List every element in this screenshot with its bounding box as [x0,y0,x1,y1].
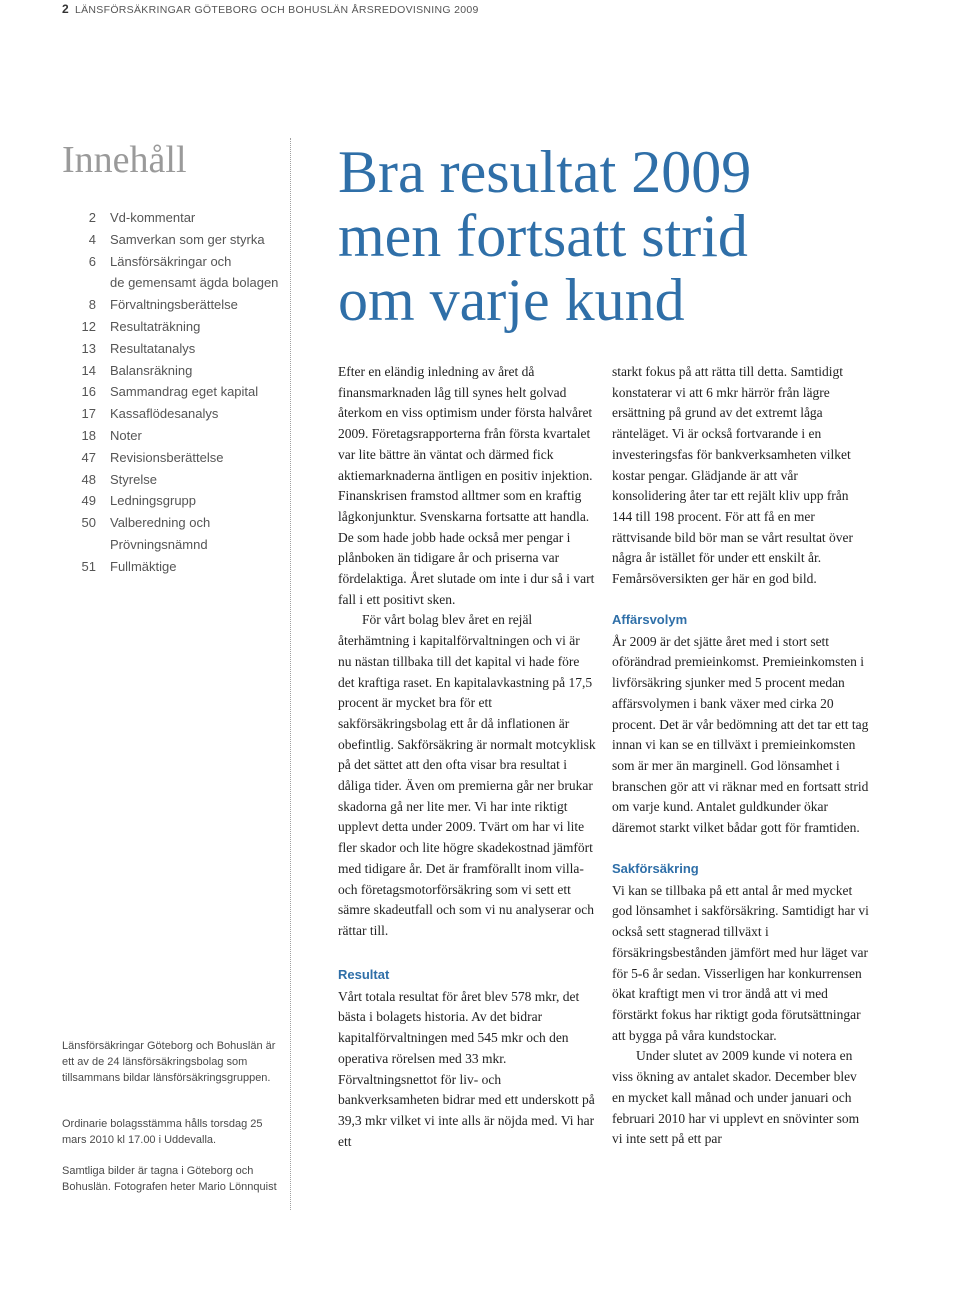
toc-item[interactable] [62,338,287,360]
toc-item[interactable] [62,360,287,382]
sidebar-photo-credit [62,1163,277,1195]
toc-item-continued[interactable] [62,272,287,294]
toc-label: Fullmäktige [110,558,177,574]
toc-page-number: 18 [81,427,96,443]
toc-page-number: 2 [88,210,96,225]
running-title: LÄNSFÖRSÄKRINGAR GÖTEBORG OCH BOHUSLÄN ÅRSREDOVISNING 2009 [74,4,479,16]
about-text: Länsförsäkringar Göteborg och Bohuslän är ett av de 24 länsförsäkringsbolag som tillsammans bildar länsförsäkringsgruppen. [62,1040,276,1084]
photo-credit-text: Samtliga bilder är tagna i Göteborg och Bohuslän. Fotografen heter Mario Lönnquist [62,1165,277,1193]
toc-label: Kassaflödesanalys [110,406,219,422]
toc-item[interactable] [62,381,287,403]
body-paragraph: För vårt bolag blev året en rejäl återhämtning i kapitalförvaltningen och vi är nu nästan tillbaka till det kapital vi hade före det kraftiga raset. En kapitalavkastning på 17,5 procent är mycket bra för ett sakförsäkringsbolag ett år då inflationen är obefintlig. Sakförsäkring är normalt motcyklisk på det sättet att den ofta visar bra resultat i dåliga tider. Även om premierna går ner brukar skadorna gå ner lite mer. Vi har inte riktigt upplevt detta under 2009. Tvärt om har vi lite fler skador och lite högre skadekostnad jämfört med tidigare år. Det är framförallt inom villa- och företagsmotorförsäkring som vi sett ett sämre skadeutfall och som vi nu analyserar och rättar till. [338,612,596,938]
section-heading-affarsvolym: Affärsvolym [612,611,688,627]
sidebar-meeting [62,1116,277,1148]
toc-page-number [62,272,110,294]
body-paragraph: Vårt totala resultat för året blev 578 mkr, det bästa i bolagets historia. Av det bidrar kapitalförvaltningen med 545 mkr och den operativa rörelsen med 33 mkr. Förvaltningsnettot för liv- och bankverksamheten bidrar med ett underskott på 39,3 mkr vilket vi inte alls är nöjda med. Vi har ett [338,988,595,1149]
toc-item[interactable] [62,556,287,578]
toc-item-continued[interactable] [62,534,287,556]
toc-label: Balansräkning [110,362,193,378]
meeting-text: Ordinarie bolagsstämma hålls torsdag 25 mars 2010 kl 17.00 i Uddevalla. [62,1118,263,1146]
table-of-contents [62,207,287,578]
body-paragraph: starkt fokus på att rätta till detta. Samtidigt konstaterar vi att 6 mkr härrör från lägre ersättning på grund av det extremt låga ränteläget. Vi är också fortvarande i en investeringsfas för bankverksamheten vilket kostar pengar. Glädjande är att vår konsolidering åter tar ett rejält kliv upp från 144 till 198 procent. För att få en mer rättvisande bild bör man se vårt resultat över några år istället för under ett enskilt år. Femårsöversikten ger här en god bild. [612,364,854,587]
toc-label: de gemensamt ägda bolagen [110,275,279,291]
toc-label: Revisionsberättelse [110,449,224,465]
article-column-2 [612,362,870,1150]
toc-item[interactable] [62,316,287,338]
section-heading-sakforsakring: Sakförsäkring [612,860,699,876]
toc-label: Noter [110,427,142,443]
toc-item[interactable] [62,425,287,447]
toc-page-number: 14 [81,362,96,378]
column-divider [290,138,291,1210]
toc-label: Sammandrag eget kapital [110,384,259,400]
page-number: 2 [62,2,69,16]
running-header [62,0,479,18]
headline-line: om varje kund [338,267,685,333]
toc-item[interactable] [62,403,287,425]
toc-item[interactable] [62,294,287,316]
toc-page-number: 50 [81,515,96,531]
headline-line: Bra resultat 2009 [338,139,752,205]
toc-page-number [62,534,110,556]
toc-item[interactable] [62,490,287,512]
toc-item[interactable] [62,207,287,229]
sidebar-about [62,1038,277,1086]
toc-page-number: 8 [88,297,96,313]
toc-page-number: 4 [88,231,96,247]
toc-item[interactable] [62,229,287,251]
toc-page-number: 51 [81,558,96,574]
toc-page-number: 49 [81,493,96,509]
toc-label: Länsförsäkringar och [110,253,232,269]
toc-page-number: 16 [81,384,96,400]
section-heading-resultat: Resultat [338,966,390,982]
toc-label: Vd-kommentar [110,210,196,225]
toc-label: Prövningsnämnd [110,536,208,552]
toc-label: Valberedning och [110,515,211,531]
toc-item[interactable] [62,512,287,534]
article-headline [338,140,751,332]
body-paragraph: Vi kan se tillbaka på ett antal år med mycket god lönsamhet i sakförsäkring. Samtidigt har vi också sett stagnerad tillväxt i försäkringsbestånden jämfört med hur läget var för 5-6 år sedan. Visserligen har konkurrensen ökat kraftigt men vi tror ändå att vi med förstärkt fokus har riktigt goda förutsättningar att bygga på våra kundstockar. [612,882,869,1043]
toc-label: Resultaträkning [110,318,201,334]
toc-page-number: 6 [88,253,96,269]
toc-page-number: 47 [81,449,96,465]
toc-page-number: 13 [81,340,96,356]
body-paragraph: Under slutet av 2009 kunde vi notera en viss ökning av antalet skador. December blev en mycket kall månad och under januari och februari 2010 har vi upplevt en snövinter som vi inte sett på ett par [612,1048,860,1147]
toc-label: Samverkan som ger styrka [110,231,265,247]
toc-page-number: 48 [81,471,96,487]
toc-label: Ledningsgrupp [110,493,197,509]
article-column-1 [338,362,596,1152]
toc-item[interactable] [62,469,287,491]
toc-item[interactable] [62,447,287,469]
body-paragraph: Efter en eländig inledning av året då finansmarknaden låg till synes helt golvad återkom en viss optimism under första halvåret 2009. Företagsrapporterna från första kvartalet var lite bättre än väntat och därmed fick aktiemarknaderna äntligen en positiv injektion. Finanskrisen framstod alltmer som en kraftig lågkonjunktur. Svenskarna fortsatte att handla. De som hade jobb hade också mer pengar i plånboken än tidigare år och priserna var fördelaktiga. Året slutade om inte i dur så i vart fall i ett positivt sken. [338,364,595,607]
toc-label: Förvaltningsberättelse [110,297,238,313]
headline-line: men fortsatt strid [338,203,748,269]
toc-label: Styrelse [110,471,157,487]
body-paragraph: År 2009 är det sjätte året med i stort sett oförändrad premieinkomst. Premieinkomsten i livförsäkring sjunker med 5 procent medan affärsvolymen i bank växer med cirka 20 procent. Det är vår bedömning att det tar ett tag innan vi kan se en tillväxt i premieinkomsten som är mer än marginell. God lönsamhet i branschen gör att vi räknar med en fortsatt strid om varje kund. Antalet guldkunder ökar däremot starkt vilket bådar gott för framtiden. [612,633,869,836]
toc-title: Innehåll [62,139,187,181]
toc-page-number: 17 [81,406,96,422]
toc-label: Resultatanalys [110,340,196,356]
toc-page-number: 12 [81,318,96,334]
toc-item[interactable] [62,251,287,273]
